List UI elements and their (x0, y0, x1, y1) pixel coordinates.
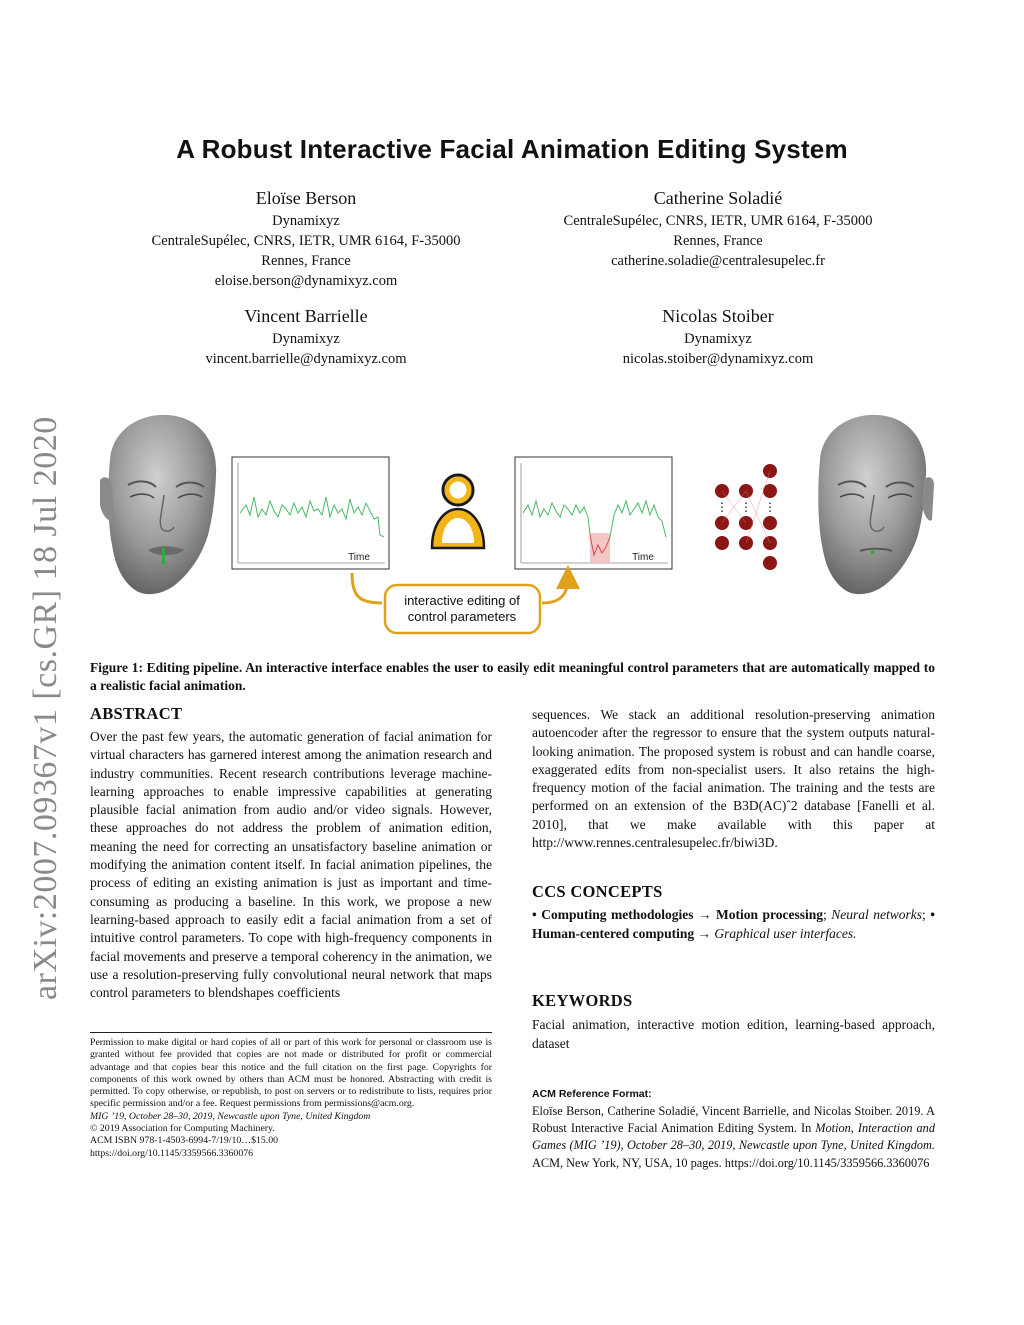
acm-reference-rest[interactable]: ACM, New York, NY, USA, 10 pages. https://doi.org/10.1145/3359566.3360076 (532, 1155, 930, 1170)
arxiv-identifier: arXiv:2007.09367v1 [cs.GR] 18 Jul 2020 (27, 416, 64, 1000)
acm-reference-authors: Eloïse Berson, Catherine Soladié, Vincent Barrielle, and Nicolas Stoiber. 2019. A Robust Interactive Facial Animation Editing System. In (532, 1104, 935, 1136)
author-affiliation: CentraleSupélec, CNRS, IETR, UMR 6164, F-35000 (151, 233, 461, 249)
author-name: Nicolas Stoiber (662, 306, 774, 326)
user-icon (432, 475, 484, 548)
keywords-heading: KEYWORDS (532, 991, 633, 1010)
callout-label-line2: control parameters (407, 609, 517, 624)
ccs-arrow: → (698, 907, 712, 922)
ccs-item1-detail: Neural networks (831, 907, 922, 922)
permission-text: Permission to make digital or hard copies of all or part of this work for personal or classroom use is granted without fee provided that copies are not made or distributed for profit or commercial advantage and that copies bear this notice and the full citation on the first page. Copyrights for components of this work owned by others than ACM must be honored. Abstracting with credit is permitted. To copy otherwise, or republish, to post on servers or to redistribute to lists, requires prior specific permission and/or a fee. Request permissions from permissions@acm.org. (90, 1037, 492, 1110)
ccs-bullet: • (930, 907, 935, 922)
caption-label: Figure 1: Editing pipeline. (90, 660, 243, 675)
ccs-arrow: → (697, 925, 711, 941)
footnote-rule (90, 1032, 492, 1033)
author-affiliation: CentraleSupélec, CNRS, IETR, UMR 6164, F-35000 (563, 213, 873, 229)
author-email[interactable]: eloise.berson@dynamixyz.com (214, 273, 398, 289)
input-face-icon (100, 415, 216, 594)
neural-network-icon (715, 464, 777, 570)
author-name: Vincent Barrielle (244, 306, 368, 326)
abstract-heading: ABSTRACT (90, 704, 183, 723)
author-location: Rennes, France (261, 253, 351, 269)
abstract-text-left: Over the past few years, the automatic generation of facial animation for virtual characters has garnered interest among the animation research and industry communities. Recent research contributions leverage machine-learning approaches to enable impressive capabilities at generating plausible facial animation from audio and/or video signals. However, these approaches do not address the problem of animation edition, meaning the need for correcting an unsatisfactory baseline animation or modifying the animation content itself. In facial animation pipelines, the process of editing an existing animation is just as important and time-consuming as producing a baseline. In this work, we propose a new learning-based approach to easily edit a facial animation from a set of intuitive control parameters. To cope with high-frequency components in facial movements and preserve a temporal coherency in the animation, we use a resolution-preserving fully convolutional neural network that maps control parameters to blendshapes coefficients (90, 729, 492, 1001)
svg-text:⋮: ⋮ (716, 500, 728, 514)
author-name: Catherine Soladié (653, 188, 783, 208)
figure-caption (90, 659, 935, 695)
ccs-concepts: • Computing methodologies → Motion processing; Neural networks; • Human-centered computing → Graphical user interfaces. (532, 907, 935, 941)
author-name: Eloïse Berson (255, 188, 357, 208)
permission-doi[interactable]: https://doi.org/10.1145/3359566.3360076 (90, 1147, 254, 1159)
author-block-barrielle (116, 304, 496, 369)
ccs-item2-main: Human-centered computing (532, 925, 695, 941)
ccs-bullet: • (532, 907, 537, 922)
author-block-stoiber (528, 304, 908, 369)
ccs-item2-sub: Graphical user interfaces. (714, 925, 857, 941)
plot-left-xlabel: Time (348, 552, 370, 563)
ccs-heading: CCS CONCEPTS (532, 882, 663, 901)
author-email[interactable]: vincent.barrielle@dynamixyz.com (205, 351, 407, 367)
acm-reference (532, 1103, 935, 1172)
svg-text:⋮: ⋮ (740, 500, 752, 514)
original-signal-plot (232, 457, 389, 569)
acm-reference-venue: Motion, Interaction and Games (MIG ’19), October 28–30, 2019, Newcastle upon Tyne, United Kingdom. (532, 1121, 935, 1153)
ccs-item1-sub: Motion processing (716, 907, 823, 922)
callout-label-line1: interactive editing of (404, 593, 520, 608)
edited-signal-plot (515, 457, 672, 569)
author-affiliation: Dynamixyz (272, 213, 340, 229)
acm-reference-label: ACM Reference Format: (532, 1088, 652, 1100)
author-block-soladie (528, 186, 908, 271)
editing-pipeline-figure (90, 405, 935, 645)
abstract-text-right: sequences. We stack an additional resolution-preserving animation autoencoder after the regressor to ensure that the system outputs natural-looking animation. The proposed system is robust and can handle coarse, exaggerated edits from non-specialist users. It also retains the high-frequency motion of the facial animation. The training and the tests are performed on an extension of the B3D(AC)ˆ2 database [Fanelli et al. 2010], that we make available with this paper at http://www.rennes.centralesupelec.fr/biwi3D. (532, 707, 935, 851)
keywords-text: Facial animation, interactive motion edition, learning-based approach, dataset (532, 1017, 935, 1051)
lip-marker-icon (871, 549, 874, 554)
permission-copyright: © 2019 Association for Computing Machinery. (90, 1123, 275, 1135)
caption-text: An interactive interface enables the user to easily edit meaningful control parameters that are automatically mapped to a realistic facial animation. (90, 660, 935, 693)
lip-marker-icon (162, 548, 165, 564)
plot-right-xlabel: Time (632, 552, 654, 563)
author-email[interactable]: catherine.soladie@centralesupelec.fr (611, 253, 825, 269)
ccs-item1-main: Computing methodologies (541, 907, 694, 922)
output-face-icon (818, 415, 934, 594)
author-affiliation: Dynamixyz (684, 331, 752, 347)
author-block-berson (116, 186, 496, 291)
author-email[interactable]: nicolas.stoiber@dynamixyz.com (622, 351, 814, 367)
permission-venue: MIG ’19, October 28–30, 2019, Newcastle upon Tyne, United Kingdom (90, 1110, 371, 1122)
interactive-editing-callout (352, 573, 568, 633)
svg-text:⋮: ⋮ (764, 500, 776, 514)
permission-block (90, 1037, 492, 1160)
paper-title: A Robust Interactive Facial Animation Editing System (176, 134, 848, 164)
author-affiliation: Dynamixyz (272, 331, 340, 347)
author-location: Rennes, France (673, 233, 763, 249)
permission-isbn: ACM ISBN 978-1-4503-6994-7/19/10…$15.00 (90, 1135, 279, 1147)
